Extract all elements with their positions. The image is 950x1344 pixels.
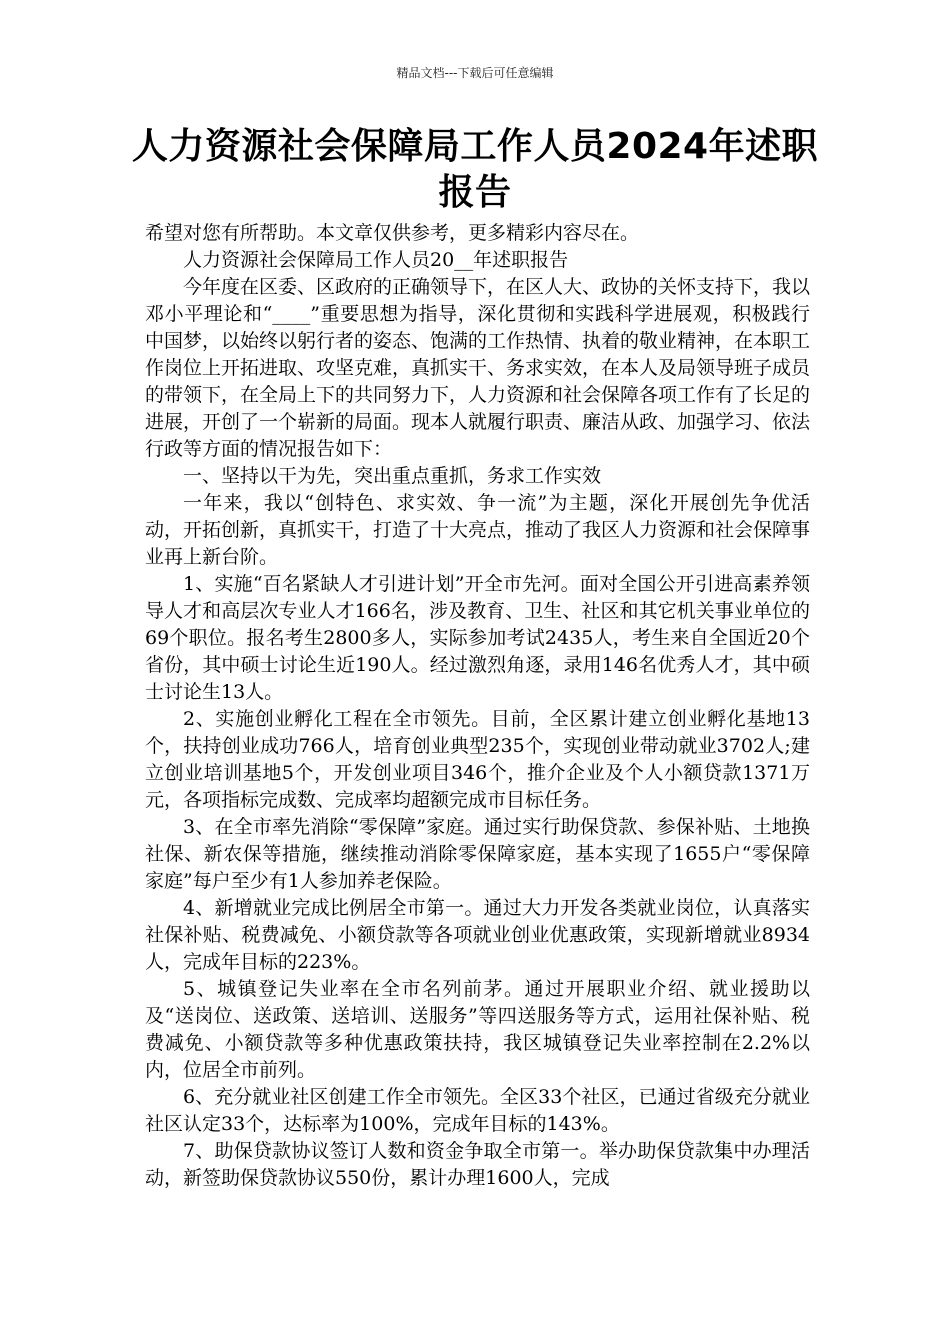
body-paragraph: 4、新增就业完成比例居全市第一。通过大力开发各类就业岗位，认真落实社保补贴、税费减免、小额贷款等各项就业创业优惠政策，实现新增就业8934人，完成年目标的223%。 <box>145 897 810 973</box>
body-paragraph: 1、实施“百名紧缺人才引进计划”开全市先河。面对全国公开引进高素养领导人才和高层次专业人才166名，涉及教育、卫生、社区和其它机关事业单位的69个职位。报名考生2800多人，实际参加考试2435人，考生来自全国近20个省份，其中硕士讨论生近190人。经过激烈角逐，录用146名优秀人才，其中硕士讨论生13人。 <box>145 573 810 703</box>
body-paragraph: 一年来，我以“创特色、求实效、争一流”为主题，深化开展创先争优活动，开拓创新，真抓实干，打造了十大亮点，推动了我区人力资源和社会保障事业再上新台阶。 <box>145 492 811 568</box>
body-paragraph: 7、助保贷款协议签订人数和资金争取全市第一。举办助保贷款集中办理活动，新签助保贷款协议550份，累计办理1600人，完成 <box>145 1140 810 1189</box>
body-paragraph: 6、充分就业社区创建工作全市领先。全区33个社区，已通过省级充分就业社区认定33个，达标率为100%，完成年目标的143%。 <box>145 1086 810 1135</box>
document-body <box>145 220 810 1192</box>
body-paragraph: 5、城镇登记失业率在全市名列前茅。通过开展职业介绍、就业援助以及“送岗位、送政策、送培训、送服务”等四送服务等方式，运用社保补贴、税费减免、小额贷款等多种优惠政策扶持，我区城镇登记失业率控制在2.2%以内，位居全市前列。 <box>145 978 810 1081</box>
page-header: 精品文档---下载后可任意编辑 <box>396 66 554 80</box>
document-title: 人力资源社会保障局工作人员2024年述职报告 <box>131 126 819 213</box>
body-paragraph: 今年度在区委、区政府的正确领导下，在区人大、政协的关怀支持下，我以邓小平理论和“____”重要思想为指导，深化贯彻和实践科学进展观，积极践行中国梦，以始终以躬行者的姿态、饱满的工作热情、执着的敬业精神，在本职工作岗位上开拓进取、攻坚克难，真抓实干、务求实效，在本人及局领导班子成员的带领下，在全局上下的共同努力下，人力资源和社会保障各项工作有了长足的进展，开创了一个崭新的局面。现本人就履行职责、廉洁从政、加强学习、依法行政等方面的情况报告如下： <box>145 276 811 460</box>
body-paragraph: 人力资源社会保障局工作人员20__年述职报告 <box>183 249 569 271</box>
body-paragraph: 一、坚持以干为先，突出重点重抓，务求工作实效 <box>183 465 602 487</box>
body-paragraph: 希望对您有所帮助。本文章仅供参考，更多精彩内容尽在。 <box>145 222 640 244</box>
body-paragraph: 2、实施创业孵化工程在全市领先。目前，全区累计建立创业孵化基地13个，扶持创业成功766人，培育创业典型235个，实现创业带动就业3702人;建立创业培训基地5个，开发创业项目346个，推介企业及个人小额贷款1371万元，各项指标完成数、完成率均超额完成市目标任务。 <box>145 708 810 811</box>
body-paragraph: 3、在全市率先消除“零保障”家庭。通过实行助保贷款、参保补贴、土地换社保、新农保等措施，继续推动消除零保障家庭，基本实现了1655户“零保障家庭”每户至少有1人参加养老保险。 <box>145 816 810 892</box>
